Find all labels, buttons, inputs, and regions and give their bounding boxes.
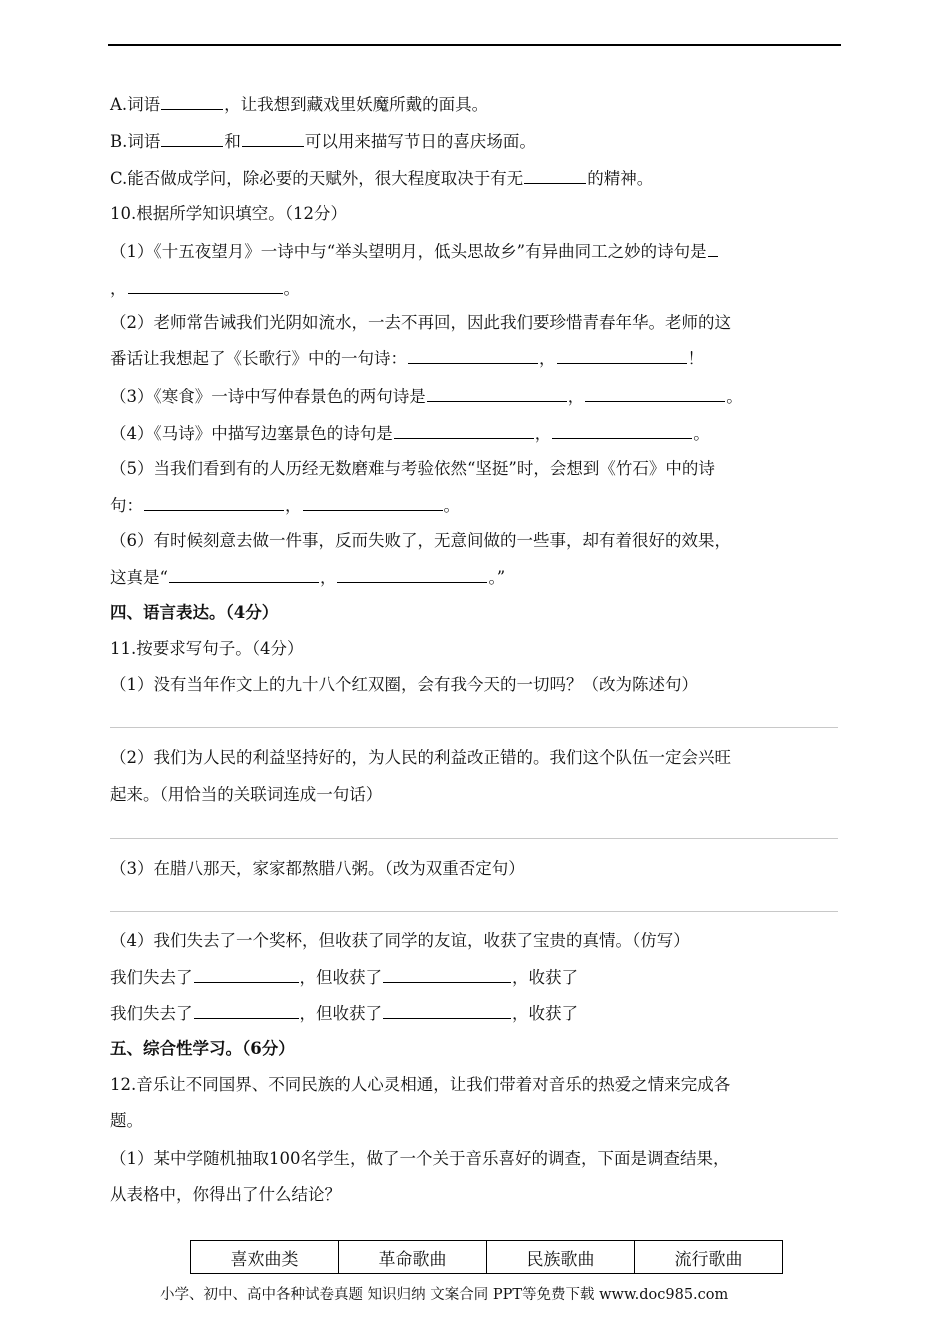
q10-6-text: 这真是“ xyxy=(110,568,168,587)
blank[interactable] xyxy=(169,566,319,583)
q10-2-text-3: ！ xyxy=(687,349,704,368)
q10-1-text-2: ， xyxy=(110,279,127,298)
q10-2-line-1: （2）老师常告诫我们光阴如流水，一去不再回，因此我们要珍惜青春年华。老师的这 xyxy=(110,313,731,332)
q10-5-text-2: ， xyxy=(285,496,302,515)
q10-5-line-2 xyxy=(110,494,460,517)
blank[interactable] xyxy=(708,240,718,257)
blank[interactable] xyxy=(337,566,487,583)
q11-4a-text-3: ，收获了 xyxy=(512,968,578,987)
blank[interactable] xyxy=(427,385,567,402)
q11-4a-text: 我们失去了 xyxy=(110,968,193,987)
blank[interactable] xyxy=(303,494,443,511)
q11-4b-text: 我们失去了 xyxy=(110,1004,193,1023)
blank[interactable] xyxy=(557,347,687,364)
table-header-cell: 革命歌曲 xyxy=(339,1241,487,1274)
q11-title: 11.按要求写句子。（4分） xyxy=(110,639,304,658)
q11-3: （3）在腊八那天，家家都熬腊八粥。（改为双重否定句） xyxy=(110,859,525,878)
blank[interactable] xyxy=(383,966,511,983)
q10-4 xyxy=(110,422,710,445)
q10-2-text-2: ， xyxy=(539,349,556,368)
music-preference-table xyxy=(190,1240,783,1274)
section-4-heading: 四、语言表达。（4分） xyxy=(110,603,279,622)
q11-4a-text-2: ，但收获了 xyxy=(299,968,382,987)
blank[interactable] xyxy=(161,93,223,110)
q12-line-2: 题。 xyxy=(110,1111,143,1130)
line-a xyxy=(110,93,488,116)
table-header-cell: 喜欢曲类 xyxy=(191,1241,339,1274)
header-rule xyxy=(108,44,841,46)
q11-2-line-2: 起来。（用恰当的关联词连成一句话） xyxy=(110,785,383,804)
q11-4-line-a xyxy=(110,966,578,989)
blank[interactable] xyxy=(144,494,284,511)
q10-6-text-3: 。” xyxy=(488,568,506,587)
answer-line[interactable] xyxy=(110,727,838,728)
q10-5-text: 句： xyxy=(110,496,143,515)
q10-4-text-3: 。 xyxy=(693,424,710,443)
line-c xyxy=(110,167,653,190)
q12-1-line-2: 从表格中，你得出了什么结论？ xyxy=(110,1185,341,1204)
answer-line[interactable] xyxy=(110,911,838,912)
line-b-text-3: 可以用来描写节日的喜庆场面。 xyxy=(304,132,536,151)
q10-title: 10.根据所学知识填空。（12分） xyxy=(110,204,347,223)
q10-2-line-2 xyxy=(110,347,704,370)
blank[interactable] xyxy=(194,1002,299,1019)
q10-2-text: 番话让我想起了《长歌行》中的一句诗： xyxy=(110,349,407,368)
line-b-text: B.词语 xyxy=(110,132,161,151)
blank[interactable] xyxy=(161,130,223,147)
table-header-cell: 民族歌曲 xyxy=(487,1241,635,1274)
q10-6-line-1: （6）有时候刻意去做一件事，反而失败了，无意间做的一些事，却有着很好的效果， xyxy=(110,531,731,550)
blank[interactable] xyxy=(408,347,538,364)
line-c-text: C.能否做成学问，除必要的天赋外，很大程度取决于有无 xyxy=(110,169,524,188)
q10-6-text-2: ， xyxy=(319,568,337,587)
q10-4-text: （4）《马诗》中描写边塞景色的诗句是 xyxy=(110,424,393,443)
q10-3 xyxy=(110,385,743,408)
q10-1-text-3: 。 xyxy=(283,279,300,298)
q10-3-text: （3）《寒食》一诗中写仲春景色的两句诗是 xyxy=(110,387,426,406)
blank[interactable] xyxy=(585,385,725,402)
q11-4-line-b xyxy=(110,1002,578,1025)
table-row xyxy=(191,1241,783,1274)
q10-1-line-2 xyxy=(110,277,300,300)
line-a-text: A.词语 xyxy=(110,95,161,114)
line-b xyxy=(110,130,536,153)
blank[interactable] xyxy=(552,422,692,439)
blank[interactable] xyxy=(194,966,299,983)
blank[interactable] xyxy=(383,1002,511,1019)
line-b-text-2: 和 xyxy=(224,132,241,151)
blank[interactable] xyxy=(394,422,534,439)
q11-2-line-1: （2）我们为人民的利益坚持好的，为人民的利益改正错的。我们这个队伍一定会兴旺 xyxy=(110,748,731,767)
footer-text: 小学、初中、高中各种试卷真题 知识归纳 文案合同 PPT等免费下载 www.doc985.com xyxy=(160,1287,729,1303)
q10-3-text-2: ， xyxy=(567,387,585,406)
q10-1-line-1 xyxy=(110,240,719,263)
q10-4-text-2: ， xyxy=(534,424,552,443)
q12-line-1: 12.音乐让不同国界、不同民族的人心灵相通，让我们带着对音乐的热爱之情来完成各 xyxy=(110,1075,731,1094)
q10-3-text-3: 。 xyxy=(726,387,743,406)
q12-1-line-1: （1）某中学随机抽取100名学生，做了一个关于音乐喜好的调查，下面是调查结果， xyxy=(110,1149,730,1168)
q10-6-line-2 xyxy=(110,566,505,589)
blank[interactable] xyxy=(128,277,283,294)
blank[interactable] xyxy=(524,167,586,184)
q11-1: （1）没有当年作文上的九十八个红双圈，会有我今天的一切吗？（改为陈述句） xyxy=(110,675,698,694)
q10-5-line-1: （5）当我们看到有的人历经无数磨难与考验依然“坚挺”时，会想到《竹石》中的诗 xyxy=(110,459,715,478)
q10-5-text-3: 。 xyxy=(443,496,460,515)
q10-1-text: （1）《十五夜望月》一诗中与“举头望明月，低头思故乡”有异曲同工之妙的诗句是 xyxy=(110,242,707,261)
line-a-text-2: ，让我想到藏戏里妖魔所戴的面具。 xyxy=(224,95,489,114)
q11-4: （4）我们失去了一个奖杯，但收获了同学的友谊，收获了宝贵的真情。（仿写） xyxy=(110,931,690,950)
answer-line[interactable] xyxy=(110,838,838,839)
q11-4b-text-3: ，收获了 xyxy=(512,1004,578,1023)
section-5-heading: 五、综合性学习。（6分） xyxy=(110,1039,295,1058)
line-c-text-2: 的精神。 xyxy=(587,169,654,188)
blank[interactable] xyxy=(242,130,304,147)
q11-4b-text-2: ，但收获了 xyxy=(299,1004,382,1023)
table-header-cell: 流行歌曲 xyxy=(635,1241,783,1274)
